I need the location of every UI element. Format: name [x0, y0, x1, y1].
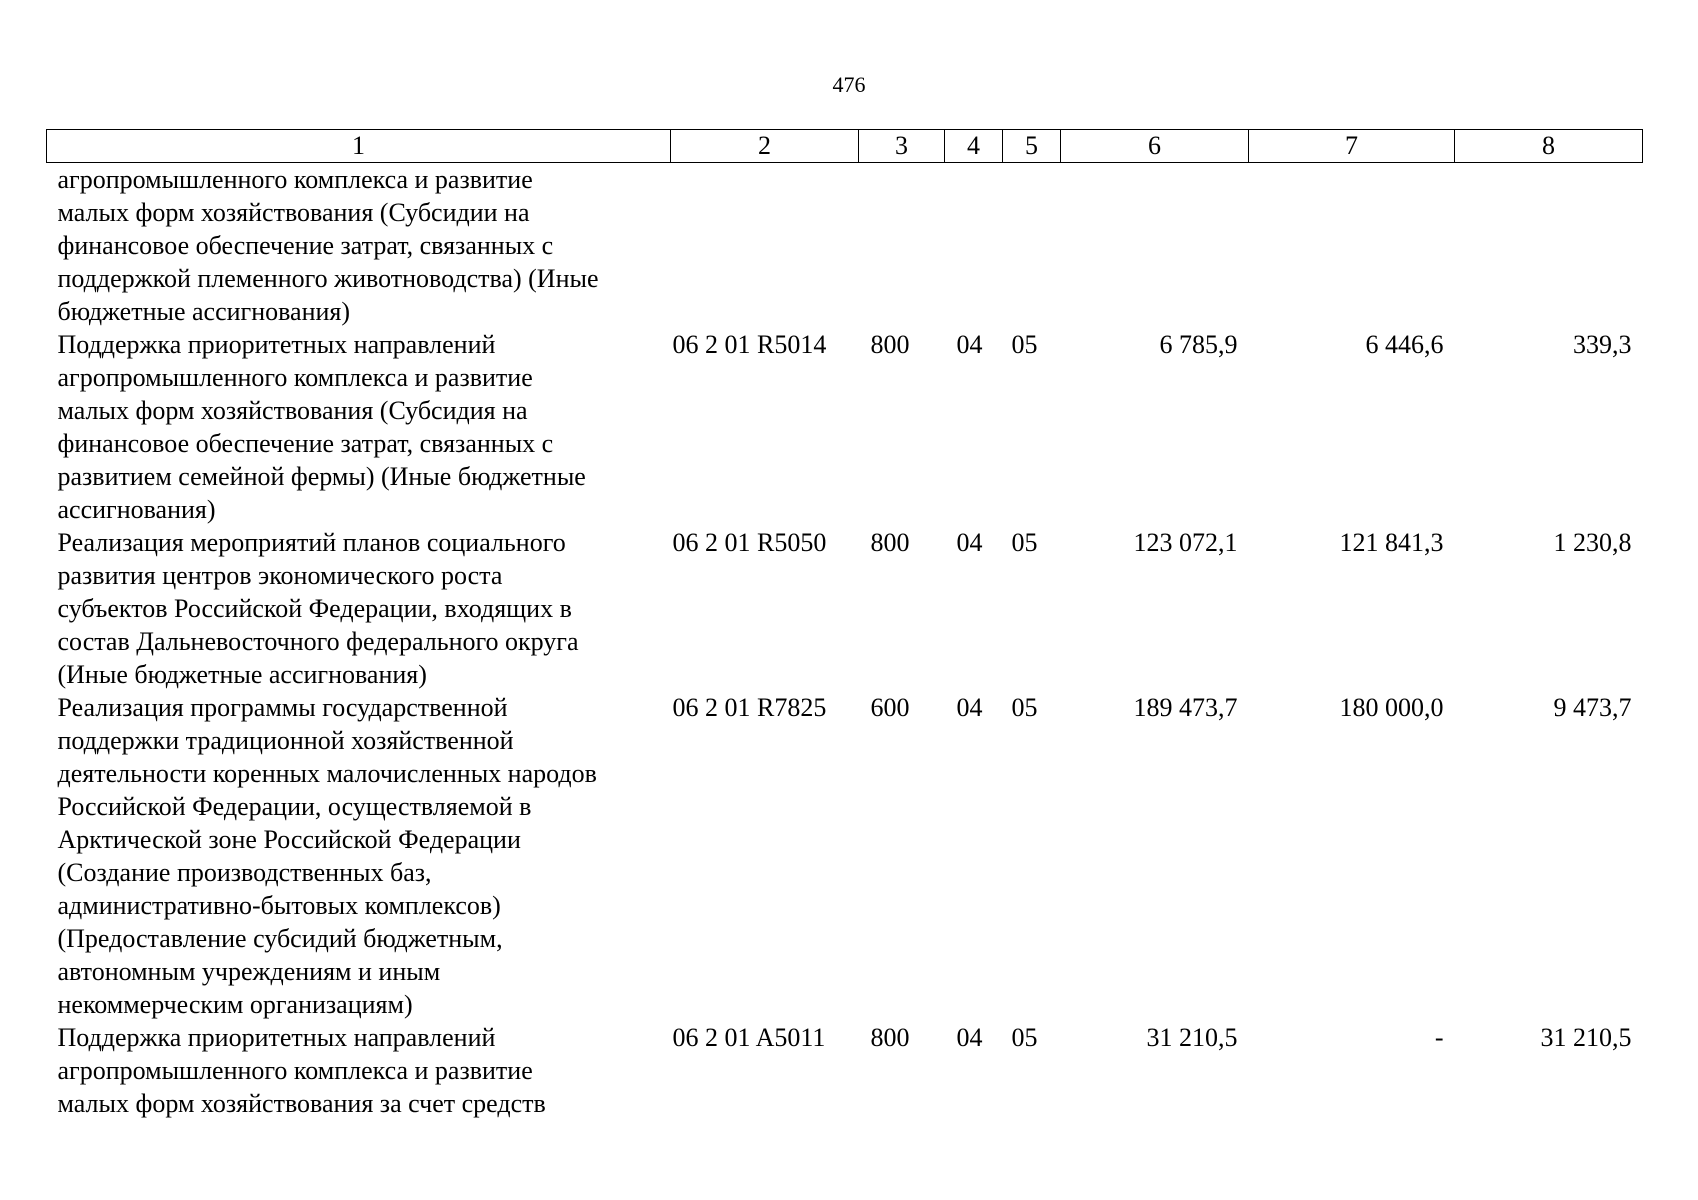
expense-name-line: Реализация мероприятий планов социального	[57, 528, 566, 557]
expense-type-code: 800	[870, 330, 910, 359]
expense-name-line: поддержки традиционной хозяйственной	[57, 726, 514, 755]
expense-type-code: 600	[870, 693, 910, 722]
expense-name-line: агропромышленного комплекса и развитие	[57, 165, 533, 194]
expense-name-line: состав Дальневосточного федерального округа	[57, 627, 579, 656]
expense-name-line: Поддержка приоритетных направлений	[57, 330, 496, 359]
expense-name-line: агропромышленного комплекса и развитие	[57, 1056, 533, 1085]
expense-name-line: Реализация программы государственной	[57, 693, 508, 722]
amount-total: 189 473,7	[1133, 693, 1238, 722]
section-code: 04	[956, 693, 983, 722]
section-code: 04	[956, 330, 983, 359]
expense-name-line: развитием семейной фермы) (Иные бюджетные	[57, 462, 586, 491]
amount-federal: -	[1434, 1023, 1444, 1052]
expense-name-line: ассигнования)	[57, 495, 216, 524]
expense-type-code	[859, 163, 945, 329]
subsection-code: 05	[1011, 693, 1038, 722]
header-col-1: 1	[47, 130, 671, 163]
expense-name-line: автономным учреждениям и иным	[57, 957, 441, 986]
subsection-code: 05	[1011, 528, 1038, 557]
table-row	[47, 526, 1643, 691]
table-row	[47, 1021, 1643, 1120]
target-article-code: 06 2 01 A5011	[672, 1023, 826, 1052]
expense-name-line: малых форм хозяйствования (Субсидия на	[57, 396, 528, 425]
expense-name-line: Арктической зоне Российской Федерации	[57, 825, 521, 854]
expense-name-line: (Иные бюджетные ассигнования)	[57, 660, 427, 689]
target-article-code	[671, 163, 859, 329]
amount-total: 31 210,5	[1146, 1023, 1238, 1052]
expense-type-code: 800	[870, 1023, 910, 1052]
amount-regional: 9 473,7	[1553, 693, 1632, 722]
expense-type-code: 800	[870, 528, 910, 557]
expense-name	[47, 526, 671, 691]
amount-regional	[1455, 163, 1643, 329]
amount-federal: 6 446,6	[1365, 330, 1444, 359]
page-number: 476	[832, 72, 866, 97]
table-row	[47, 163, 1643, 329]
expense-name-line: некоммерческим организациям)	[57, 990, 413, 1019]
expense-name-line: бюджетные ассигнования)	[57, 297, 351, 326]
subsection-code	[1003, 163, 1061, 329]
header-col-3: 3	[859, 130, 945, 163]
expense-name-line: финансовое обеспечение затрат, связанных с	[57, 231, 554, 260]
expense-name	[47, 163, 671, 329]
header-col-5: 5	[1003, 130, 1061, 163]
amount-total: 6 785,9	[1159, 330, 1238, 359]
table-row	[47, 691, 1643, 1021]
amount-regional: 31 210,5	[1540, 1023, 1632, 1052]
expense-name-line: (Создание производственных баз,	[57, 858, 432, 887]
table-body	[47, 163, 1643, 1121]
expense-name-line: малых форм хозяйствования (Субсидии на	[57, 198, 530, 227]
expense-name-line: субъектов Российской Федерации, входящих в	[57, 594, 572, 623]
expense-name	[47, 328, 671, 526]
header-col-7: 7	[1249, 130, 1455, 163]
section-code: 04	[956, 1023, 983, 1052]
amount-federal: 180 000,0	[1339, 693, 1444, 722]
amount-regional: 1 230,8	[1553, 528, 1632, 557]
amount-federal: 121 841,3	[1339, 528, 1444, 557]
amount-total	[1061, 163, 1249, 329]
expense-name-line: деятельности коренных малочисленных народов	[57, 759, 597, 788]
expense-name-line: (Предоставление субсидий бюджетным,	[57, 924, 503, 953]
table-row	[47, 328, 1643, 526]
expense-name	[47, 691, 671, 1021]
expense-name-line: Поддержка приоритетных направлений	[57, 1023, 496, 1052]
subsection-code: 05	[1011, 1023, 1038, 1052]
header-col-8: 8	[1455, 130, 1643, 163]
target-article-code: 06 2 01 R5014	[672, 330, 827, 359]
header-col-4: 4	[945, 130, 1003, 163]
amount-total: 123 072,1	[1133, 528, 1238, 557]
expense-name-line: Российской Федерации, осуществляемой в	[57, 792, 532, 821]
expense-name-line: агропромышленного комплекса и развитие	[57, 363, 533, 392]
target-article-code: 06 2 01 R5050	[672, 528, 827, 557]
expense-name	[47, 1021, 671, 1120]
section-code	[945, 163, 1003, 329]
expense-name-line: финансовое обеспечение затрат, связанных с	[57, 429, 554, 458]
header-row	[47, 130, 1643, 163]
expense-name-line: малых форм хозяйствования за счет средств	[57, 1089, 546, 1118]
table-header	[47, 130, 1643, 163]
amount-regional: 339,3	[1573, 330, 1632, 359]
section-code: 04	[956, 528, 983, 557]
expense-name-line: развития центров экономического роста	[57, 561, 503, 590]
expense-name-line: поддержкой племенного животноводства) (Иные	[57, 264, 599, 293]
amount-federal	[1249, 163, 1455, 329]
target-article-code: 06 2 01 R7825	[672, 693, 827, 722]
subsection-code: 05	[1011, 330, 1038, 359]
header-col-6: 6	[1061, 130, 1249, 163]
expense-name-line: административно-бытовых комплексов)	[57, 891, 501, 920]
header-col-2: 2	[671, 130, 859, 163]
budget-table	[46, 129, 1643, 1120]
